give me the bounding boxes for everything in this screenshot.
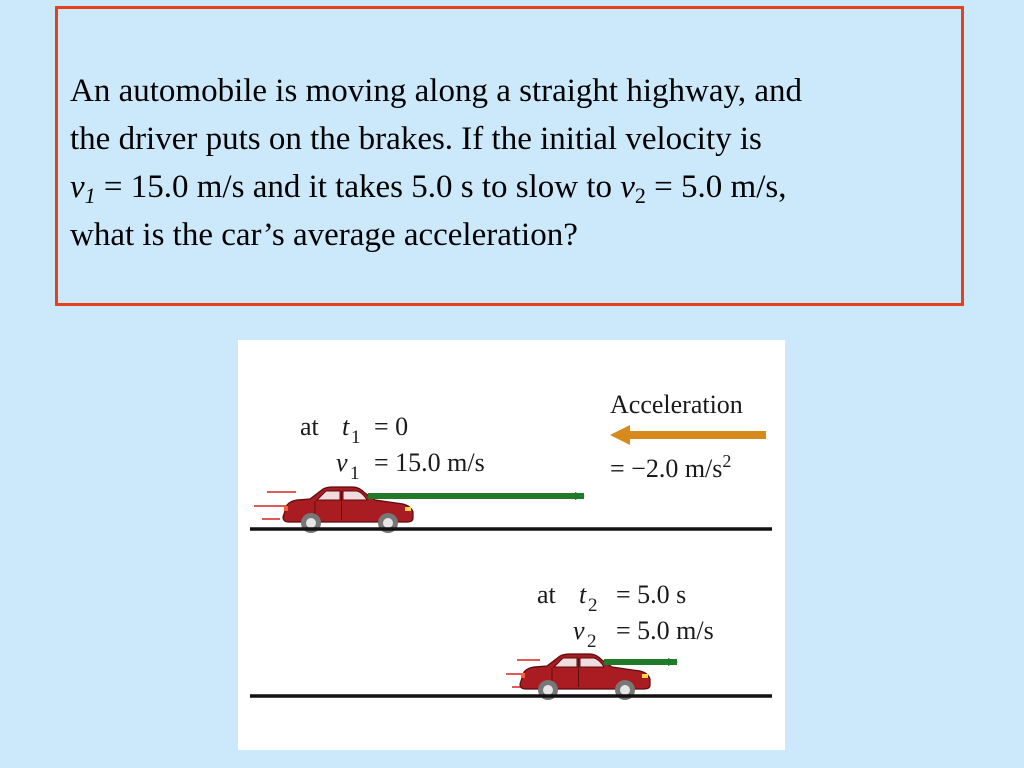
motion-diagram bbox=[238, 340, 785, 750]
acceleration-arrow-shaft bbox=[628, 431, 766, 439]
state2-t-subscript: 2 bbox=[588, 595, 598, 616]
state1-at-label: at bbox=[300, 412, 319, 441]
problem-line-3-mid: = 15.0 m/s and it takes 5.0 s to slow to bbox=[95, 169, 621, 205]
problem-box bbox=[55, 6, 964, 306]
state1-t-equals: = 0 bbox=[374, 412, 409, 441]
acceleration-arrow-head bbox=[610, 425, 630, 445]
state2-v-symbol: v bbox=[573, 616, 585, 645]
v2-subscript: 2 bbox=[634, 183, 646, 208]
acceleration-exponent: 2 bbox=[722, 451, 732, 471]
state1-t-subscript: 1 bbox=[351, 427, 361, 448]
acceleration-value bbox=[610, 451, 731, 483]
problem-statement bbox=[70, 67, 960, 259]
diagram-panel bbox=[238, 340, 785, 750]
state2-t-equals: = 5.0 s bbox=[616, 580, 687, 609]
problem-line-3-end: = 5.0 m/s, bbox=[645, 169, 787, 205]
state2-t-symbol: t bbox=[579, 580, 587, 609]
v1-subscript: 1 bbox=[84, 183, 96, 208]
problem-line-1: An automobile is moving along a straight highway, and bbox=[70, 73, 802, 109]
problem-line-4: what is the car’s average acceleration? bbox=[70, 217, 578, 253]
state1-t-symbol: t bbox=[342, 412, 350, 441]
v1-symbol: v bbox=[70, 169, 85, 205]
state2-at-label: at bbox=[537, 580, 556, 609]
v2-symbol: v bbox=[620, 169, 635, 205]
acceleration-value-text: = −2.0 m/s bbox=[610, 454, 723, 483]
state1-v-symbol: v bbox=[336, 448, 348, 477]
acceleration-label: Acceleration bbox=[610, 390, 743, 419]
state1-v-equals: = 15.0 m/s bbox=[374, 448, 485, 477]
problem-line-2: the driver puts on the brakes. If the initial velocity is bbox=[70, 121, 762, 157]
state1-v-subscript: 1 bbox=[350, 463, 360, 484]
state2-v-subscript: 2 bbox=[587, 631, 597, 652]
state2-v-equals: = 5.0 m/s bbox=[616, 616, 714, 645]
